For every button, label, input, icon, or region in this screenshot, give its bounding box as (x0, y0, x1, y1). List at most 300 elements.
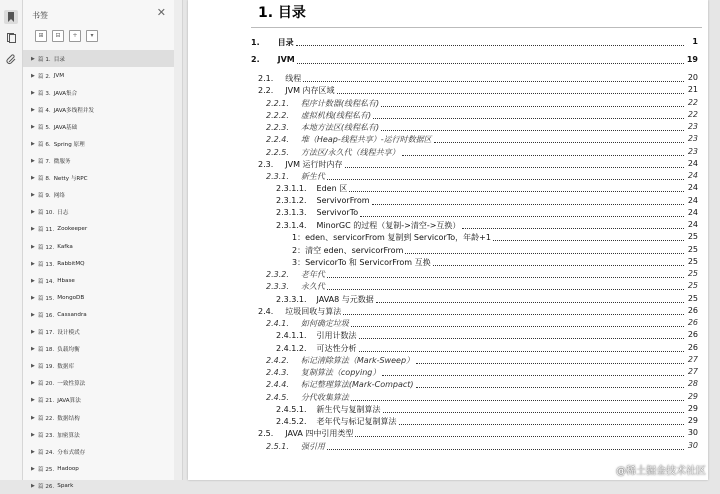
toc-leader-dots (493, 232, 684, 241)
toc-entry[interactable] (188, 207, 708, 219)
toc-label (266, 269, 325, 280)
toc-page-number: 26 (687, 342, 698, 352)
toc-leader-dots (351, 392, 684, 401)
toc-text: MinorGC 的过程（复制->清空->互换） (316, 221, 461, 230)
toc-page-number: 25 (687, 269, 698, 278)
toc-text: 3：ServicorTo 和 ServicorFrom 互换 (292, 257, 431, 267)
toc-leader-dots (416, 355, 684, 364)
toc-text: 程序计数器(线程私有) (300, 98, 380, 108)
toc-label (276, 294, 374, 305)
toc-leader-dots (462, 220, 684, 229)
toc-entry[interactable] (188, 415, 708, 427)
toc-entry[interactable] (188, 97, 708, 109)
toc-label (266, 98, 379, 109)
chevron-right-icon[interactable]: ▶ (31, 209, 35, 216)
toc-page-number: 26 (687, 330, 698, 340)
bookmark-item[interactable] (23, 238, 174, 255)
bookmark-label: MongoDB (57, 294, 85, 301)
chevron-right-icon[interactable]: ▶ (31, 260, 35, 267)
toc-entry[interactable] (188, 231, 708, 243)
toc-leader-dots (416, 379, 684, 388)
bookmark-page-ref: 篇 23. (38, 432, 55, 439)
bookmark-label: Hbase (57, 277, 75, 284)
toc-label (276, 330, 357, 341)
bookmark-item[interactable] (23, 170, 174, 187)
toc-text: JVM 内存区域 (285, 86, 335, 96)
chevron-right-icon[interactable]: ▶ (31, 431, 35, 438)
chevron-right-icon[interactable]: ▶ (31, 277, 35, 284)
toc-page-number: 25 (687, 293, 698, 303)
bookmark-label: Hadoop (57, 465, 79, 472)
chevron-right-icon[interactable]: ▶ (31, 89, 35, 96)
toc-number: 2.4.5. (266, 392, 289, 402)
bookmark-item[interactable] (23, 409, 174, 426)
chevron-right-icon[interactable]: ▶ (31, 465, 35, 472)
bookmark-options-icon[interactable]: ▾ (86, 30, 98, 42)
toc-entry[interactable] (188, 391, 708, 403)
toc-number: 2.4.4. (266, 380, 289, 390)
bookmark-page-ref: 篇 8. (38, 176, 51, 183)
bookmark-page-ref: 篇 16. (38, 312, 55, 319)
toc-label (266, 122, 379, 133)
bookmark-item[interactable] (23, 375, 174, 392)
toc-leader-dots (343, 306, 684, 315)
toc-label (258, 85, 335, 96)
toc-entry[interactable] (188, 36, 708, 54)
chevron-right-icon[interactable]: ▶ (31, 141, 35, 148)
toc-leader-dots (296, 37, 684, 46)
toc-label (276, 404, 381, 415)
toc-label (266, 441, 325, 452)
toc-label (266, 110, 371, 121)
toc-page-number: 22 (687, 109, 698, 119)
toc-leader-dots (337, 85, 684, 94)
bookmark-label: 数据结构 (57, 415, 80, 422)
toc-leader-dots (359, 343, 684, 352)
toc-page-number: 24 (687, 183, 698, 193)
toc-leader-dots (382, 367, 684, 376)
toc-leader-dots (399, 416, 684, 425)
toc-label (266, 318, 349, 329)
toc-number: 2.3.1.1. (276, 184, 307, 194)
toc-entry[interactable] (188, 440, 708, 452)
bookmark-page-ref: 篇 2. (38, 73, 51, 80)
bookmark-item[interactable] (23, 289, 174, 306)
bookmark-label: Netty 与RPC (53, 176, 88, 183)
toc-label (266, 281, 325, 292)
toc-label (276, 220, 460, 231)
bookmark-page-ref: 篇 17. (38, 330, 55, 337)
toc-text: 新生代 (300, 172, 325, 181)
toc-label (258, 73, 301, 84)
bookmark-page-ref: 篇 11. (38, 227, 55, 234)
toc-number: 2.4.5.1. (276, 404, 307, 414)
toc-leader-dots (355, 428, 684, 437)
chevron-right-icon[interactable]: ▶ (31, 123, 35, 130)
toc-text: JVM 运行时内存 (285, 159, 343, 169)
bookmark-item[interactable] (23, 477, 174, 494)
toc-page-number: 23 (687, 134, 698, 144)
toc-entry[interactable] (188, 280, 708, 292)
bookmark-page-ref: 篇 26. (38, 483, 55, 490)
toc-entry[interactable] (188, 354, 708, 366)
toc-entry[interactable] (188, 293, 708, 305)
toc-entry[interactable] (188, 182, 708, 194)
chevron-right-icon[interactable]: ▶ (31, 482, 35, 489)
toc-leader-dots (345, 159, 684, 168)
bookmark-item[interactable] (23, 341, 174, 358)
toc-entry[interactable] (188, 133, 708, 145)
toc-page-number: 26 (687, 318, 698, 327)
collapse-all-icon[interactable]: ⊟ (52, 30, 64, 42)
toc-leader-dots (373, 110, 684, 119)
table-of-contents (188, 36, 708, 452)
toc-text: 老年代 (300, 270, 325, 279)
toc-page-number: 24 (687, 207, 698, 217)
bookmark-item[interactable] (23, 460, 174, 477)
toc-label (266, 379, 414, 390)
toc-page-number: 24 (687, 171, 698, 180)
toc-leader-dots (359, 330, 684, 339)
bookmark-item[interactable] (23, 392, 174, 409)
toc-number: 2.2.2. (266, 110, 289, 120)
toc-leader-dots (433, 257, 684, 266)
toc-number: 2.3.3. (266, 282, 289, 292)
toc-number: 2. (251, 55, 260, 64)
bookmark-label: JAVA多线程并发 (53, 107, 95, 114)
bookmark-label: 加密算法 (57, 432, 80, 439)
toc-leader-dots (360, 208, 684, 217)
bookmark-item[interactable] (23, 101, 174, 118)
toc-number: 2.5. (258, 429, 274, 439)
toc-label (266, 147, 400, 158)
toc-number: 2.2.1. (266, 98, 289, 108)
toc-label (276, 416, 397, 427)
toc-text: 如何确定垃圾 (300, 319, 349, 328)
toc-leader-dots (297, 55, 684, 64)
bookmark-item[interactable] (23, 50, 174, 67)
toc-page-number: 21 (687, 85, 698, 95)
bookmark-page-ref: 篇 25. (38, 466, 55, 473)
toc-page-number: 24 (687, 220, 698, 229)
toc-number: 2.1. (258, 74, 274, 83)
toc-page-number: 28 (687, 379, 698, 389)
chevron-right-icon[interactable]: ▶ (31, 448, 35, 455)
bookmark-page-ref: 篇 10. (38, 210, 55, 217)
toc-text: 老年代与标记复制算法 (316, 417, 397, 426)
bookmark-label: 数据库 (57, 364, 75, 371)
toc-text: JAVA8 与元数据 (316, 294, 374, 304)
toc-page-number: 24 (687, 158, 698, 168)
toc-entry[interactable] (188, 427, 708, 439)
chevron-right-icon[interactable]: ▶ (31, 311, 35, 318)
toc-label (266, 171, 325, 182)
bookmark-item[interactable] (23, 358, 174, 375)
bookmark-page-ref: 篇 24. (38, 449, 55, 456)
toc-entry[interactable] (188, 72, 708, 84)
bookmark-page-ref: 篇 3. (38, 90, 51, 97)
toc-number: 2.2.4. (266, 135, 289, 145)
bookmark-item[interactable] (23, 135, 174, 152)
toc-leader-dots (405, 245, 684, 254)
toc-number: 2.3. (258, 159, 274, 169)
bookmark-page-ref: 篇 6. (38, 142, 51, 149)
bookmarks-title: 书签 (32, 11, 48, 20)
toc-entry[interactable] (188, 268, 708, 280)
toc-page-number: 1 (692, 37, 698, 46)
toc-leader-dots (327, 171, 684, 180)
toc-number: 2.2. (258, 86, 274, 96)
bookmark-item[interactable] (23, 204, 174, 221)
bookmark-page-ref: 篇 4. (38, 107, 51, 114)
toc-page-number: 25 (687, 232, 698, 242)
toc-number: 2.3.2. (266, 270, 289, 279)
expand-all-icon[interactable]: ⊞ (35, 30, 47, 42)
toc-text: 复制算法（copying） (300, 368, 381, 377)
bookmark-item[interactable] (23, 426, 174, 443)
toc-label (292, 245, 403, 256)
bookmark-item[interactable] (23, 67, 174, 84)
bookmarks-header (23, 0, 174, 28)
chevron-right-icon[interactable]: ▶ (31, 175, 35, 182)
bookmark-label: 负载均衡 (57, 347, 80, 354)
toc-entry[interactable] (188, 366, 708, 378)
attachment-icon[interactable] (4, 52, 18, 66)
toc-label (251, 37, 294, 48)
add-bookmark-icon[interactable]: + (69, 30, 81, 42)
toc-text: JAVA 四中引用类型 (285, 429, 354, 439)
toc-text: 标记整理算法(Mark-Compact) (300, 380, 414, 390)
bookmark-item[interactable] (23, 187, 174, 204)
bookmark-page-ref: 篇 15. (38, 295, 55, 302)
bookmark-page-ref: 篇 5. (38, 124, 51, 131)
toc-label (292, 232, 491, 243)
bookmark-label: 网络 (53, 193, 65, 200)
page-title: 1. 目录 (258, 5, 306, 21)
toc-text: 垃圾回收与算法 (285, 306, 342, 316)
chevron-right-icon[interactable]: ▶ (31, 397, 35, 404)
chevron-right-icon[interactable]: ▶ (31, 55, 35, 62)
toc-page-number: 29 (687, 391, 698, 401)
toc-entry[interactable] (188, 403, 708, 415)
bookmark-item[interactable] (23, 221, 174, 238)
toc-page-number: 29 (687, 403, 698, 413)
left-icon-rail (0, 0, 23, 480)
toc-entry[interactable] (188, 305, 708, 317)
bookmark-label: JVM (53, 72, 65, 79)
bookmarks-toolbar (35, 30, 98, 42)
chevron-right-icon[interactable]: ▶ (31, 158, 35, 165)
toc-entry[interactable] (188, 317, 708, 329)
toc-leader-dots (402, 147, 684, 156)
toc-entry[interactable] (188, 195, 708, 207)
toc-entry[interactable] (188, 84, 708, 96)
toc-text: 新生代与复制算法 (316, 404, 381, 414)
chevron-right-icon[interactable]: ▶ (31, 192, 35, 199)
close-icon[interactable]: ✕ (156, 6, 166, 19)
toc-leader-dots (434, 134, 684, 143)
toc-entry[interactable] (188, 54, 708, 72)
toc-entry[interactable] (188, 378, 708, 390)
chevron-right-icon[interactable]: ▶ (31, 346, 35, 353)
toc-label (266, 392, 349, 403)
bookmark-item[interactable] (23, 324, 174, 341)
toc-entry[interactable] (188, 158, 708, 170)
bookmark-page-ref: 篇 13. (38, 261, 55, 268)
toc-page-number: 24 (687, 195, 698, 205)
toc-text: JVM (277, 55, 295, 64)
toc-number: 2.4.2. (266, 355, 289, 365)
toc-number: 2.4.1. (266, 319, 289, 328)
bookmark-label: 一致性算法 (57, 381, 86, 388)
toc-leader-dots (327, 441, 684, 450)
bookmark-item[interactable] (23, 255, 174, 272)
toc-label (266, 355, 414, 366)
toc-page-number: 19 (686, 55, 698, 64)
toc-label (258, 428, 353, 439)
chevron-right-icon[interactable]: ▶ (31, 243, 35, 250)
panel-scrollbar[interactable] (174, 0, 183, 480)
bookmark-label: Spark (57, 482, 74, 489)
bookmark-page-ref: 篇 20. (38, 381, 55, 388)
bookmark-page-ref: 篇 18. (38, 347, 55, 354)
bookmark-label: Spring 原理 (53, 142, 85, 149)
toc-number: 2.2.3. (266, 123, 289, 132)
toc-label (251, 55, 295, 64)
toc-label (276, 208, 358, 217)
toc-text: 标记清除算法（Mark-Sweep） (300, 355, 415, 365)
chevron-right-icon[interactable]: ▶ (31, 226, 35, 233)
document-page (188, 0, 708, 480)
toc-entry[interactable] (188, 109, 708, 121)
toc-number: 2.5.1. (266, 441, 289, 451)
toc-entry[interactable] (188, 146, 708, 158)
toc-number: 2.3.3.1. (276, 294, 307, 304)
toc-number: 2.4.5.2. (276, 417, 307, 426)
toc-label (276, 183, 347, 194)
bookmark-label: 日志 (57, 210, 69, 217)
toc-entry[interactable] (188, 121, 708, 133)
bookmark-label: 分布式缓存 (57, 449, 86, 456)
chevron-right-icon[interactable]: ▶ (31, 414, 35, 421)
toc-text: 方法区/永久代（线程共享） (300, 147, 400, 157)
toc-number: 2.4.3. (266, 368, 289, 377)
toc-page-number: 23 (687, 146, 698, 156)
toc-label (258, 306, 341, 317)
bookmark-page-ref: 篇 21. (38, 398, 55, 405)
toc-page-number: 25 (687, 281, 698, 291)
toc-number: 2.4.1.2. (276, 343, 307, 353)
toc-number: 2.4. (258, 306, 274, 316)
toc-text: Eden 区 (316, 184, 348, 194)
bookmark-item[interactable] (23, 306, 174, 323)
toc-text: ServivorFrom (316, 195, 370, 205)
toc-label (266, 134, 432, 145)
chevron-right-icon[interactable]: ▶ (31, 72, 35, 79)
toc-entry[interactable] (188, 256, 708, 268)
toc-text: 目录 (277, 38, 294, 47)
bookmark-item[interactable] (23, 443, 174, 460)
bookmark-label: JAVA算法 (57, 398, 81, 405)
chevron-right-icon[interactable]: ▶ (31, 294, 35, 301)
toc-page-number: 30 (687, 440, 698, 450)
toc-page-number: 25 (687, 244, 698, 254)
toc-leader-dots (327, 269, 684, 278)
toc-text: 可达性分析 (316, 343, 357, 353)
bookmark-label: 目录 (53, 56, 65, 63)
bookmark-page-ref: 篇 7. (38, 159, 51, 166)
toc-leader-dots (376, 294, 684, 303)
bookmark-page-ref: 篇 14. (38, 278, 55, 285)
toc-number: 2.4.1.1. (276, 331, 307, 341)
bookmark-label: Cassandra (57, 311, 87, 318)
bookmark-label: 设计模式 (57, 330, 80, 337)
toc-text: 1：eden、servicorFrom 复制到 ServicorTo，年龄+1 (292, 233, 491, 243)
toc-entry[interactable] (188, 342, 708, 354)
toc-page-number: 27 (687, 354, 698, 364)
toc-text: 本地方法区(线程私有) (300, 123, 380, 132)
toc-entry[interactable] (188, 170, 708, 182)
bookmark-page-ref: 篇 1. (38, 56, 51, 63)
toc-page-number: 27 (687, 367, 698, 376)
toc-page-number: 23 (687, 122, 698, 131)
bookmark-page-ref: 篇 12. (38, 244, 55, 251)
chevron-right-icon[interactable]: ▶ (31, 329, 35, 336)
toc-leader-dots (383, 404, 684, 413)
chevron-right-icon[interactable]: ▶ (31, 106, 35, 113)
toc-entry[interactable] (188, 244, 708, 256)
bookmark-icon[interactable] (4, 10, 18, 24)
toc-leader-dots (381, 122, 684, 131)
toc-number: 2.2.5. (266, 147, 289, 157)
toc-label (266, 367, 380, 378)
pages-icon[interactable] (4, 31, 18, 45)
bookmarks-panel (23, 0, 175, 490)
toc-text: 堆（Heap-线程共享）-运行时数据区 (300, 135, 432, 145)
document-viewer (186, 0, 720, 480)
toc-page-number: 22 (687, 97, 698, 107)
toc-text: 强引用 (300, 441, 325, 451)
toc-text: 虚拟机栈(线程私有) (300, 110, 372, 120)
toc-page-number: 20 (687, 73, 698, 82)
toc-text: 线程 (285, 74, 302, 83)
bookmark-item[interactable] (23, 118, 174, 135)
chevron-right-icon[interactable]: ▶ (31, 363, 35, 370)
toc-text: ServivorTo (316, 207, 359, 217)
toc-page-number: 26 (687, 305, 698, 315)
bookmark-item[interactable] (23, 84, 174, 101)
toc-text: 引用计数法 (316, 331, 357, 341)
toc-number: 1. (251, 38, 260, 47)
bookmark-label: 微服务 (53, 159, 71, 166)
chevron-right-icon[interactable]: ▶ (31, 380, 35, 387)
bookmark-item[interactable] (23, 153, 174, 170)
bookmark-item[interactable] (23, 272, 174, 289)
toc-entry[interactable] (188, 219, 708, 231)
toc-leader-dots (303, 73, 684, 82)
toc-leader-dots (372, 196, 684, 205)
toc-entry[interactable] (188, 329, 708, 341)
bookmark-page-ref: 篇 19. (38, 364, 55, 371)
toc-text: 2：清空 eden、servicorFrom (292, 245, 404, 255)
bookmark-label: Kafka (57, 243, 73, 250)
toc-leader-dots (327, 281, 684, 290)
toc-leader-dots (349, 183, 684, 192)
bookmark-list (23, 50, 174, 494)
bookmark-label: RabbitMQ (57, 260, 85, 267)
toc-page-number: 29 (687, 416, 698, 425)
toc-number: 2.3.1. (266, 172, 289, 181)
